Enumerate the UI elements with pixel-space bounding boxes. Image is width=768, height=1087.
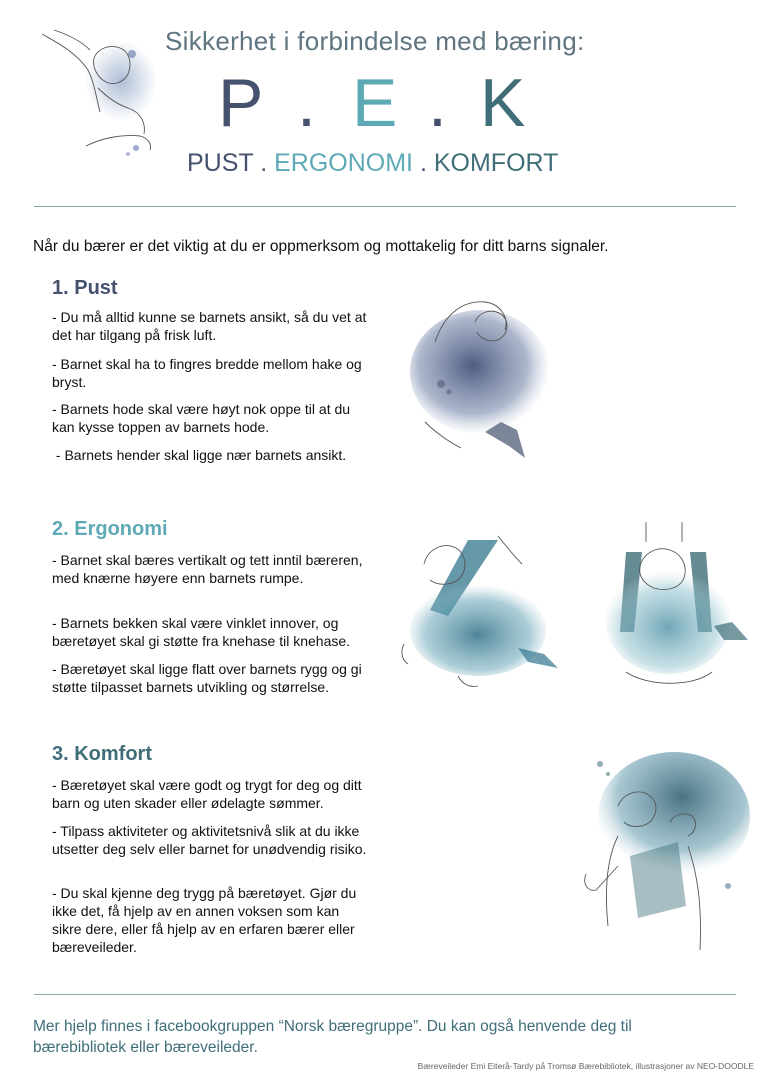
pust-point: - Barnets hender skal ligge nær barnets ansikt.: [52, 447, 347, 463]
ergonomi-point: - Bæretøyet skal ligge flatt over barnets rygg og gi støtte tilpasset barnets utvikling og størrelse.: [52, 661, 362, 695]
section-title-komfort: 3. Komfort: [52, 743, 152, 765]
divider-top: [34, 206, 736, 207]
pust-point: - Barnets hode skal være høyt nok oppe til at du kan kysse toppen av barnets hode.: [52, 401, 351, 435]
pust-point: - Barnet skal ha to fingres bredde mellom hake og bryst.: [52, 356, 362, 390]
acronym-dot: .: [297, 65, 316, 141]
section-title-pust: 1. Pust: [52, 277, 118, 299]
side-carry-wrap-icon: [398, 526, 563, 696]
section-title-ergonomi: 2. Ergonomi: [52, 518, 168, 540]
tagline-komfort: KOMFORT: [433, 149, 559, 177]
tagline-dot: .: [260, 149, 268, 177]
mother-kissing-baby-icon: [36, 26, 156, 176]
tagline-pust: PUST: [187, 149, 254, 177]
ergonomi-point: - Barnets bekken skal være vinklet innover, og bæretøyet skal gi støtte fra knehase til knehase.: [52, 615, 351, 649]
acronym-letter-k: K: [480, 65, 526, 141]
acronym-letter-p: P: [218, 65, 264, 141]
back-view-carrier-icon: [596, 522, 761, 692]
ergonomi-point: - Barnet skal bæres vertikalt og tett inntil bæreren, med knærne høyere enn barnets rumpe.: [52, 552, 363, 586]
carrier-with-umbrella-icon: [578, 746, 750, 956]
tagline-dot: .: [419, 149, 427, 177]
komfort-point: - Du skal kjenne deg trygg på bæretøyet. Gjør du ikke det, få hjelp av en annen voksen som kan sikre dere, eller få hjelp av en erfaren bærer eller bæreveileder.: [52, 885, 357, 955]
front-carry-sling-icon: [405, 282, 555, 472]
divider-bottom: [34, 994, 736, 995]
page-subtitle: Sikkerhet i forbindelse med bæring:: [165, 26, 585, 56]
acronym-dot: .: [428, 65, 447, 141]
tagline-ergonomi: ERGONOMI: [274, 149, 413, 177]
footer-credit: Bæreveileder Emi Eiterå-Tardy på Tromsø Bærebibliotek, illustrasjoner av NEO-DOODLE: [417, 1061, 754, 1071]
acronym-letter-e: E: [352, 65, 398, 141]
tagline: [187, 149, 558, 178]
pust-point: - Du må alltid kunne se barnets ansikt, så du vet at det har tilgang på frisk luft.: [52, 309, 367, 343]
komfort-point: - Tilpass aktiviteter og aktivitetsnivå slik at du ikke utsetter deg selv eller barnet for unødvendig risiko.: [52, 823, 367, 857]
footer-help-text: Mer hjelp finnes i facebookgruppen “Norsk bæregruppe”. Du kan også henvende deg til bærebibliotek eller bæreveileder.: [33, 1018, 632, 1056]
komfort-point: - Bæretøyet skal være godt og trygt for deg og ditt barn og uten skader eller ødelagte sømmer.: [52, 777, 362, 811]
intro-text: Når du bærer er det viktig at du er oppmerksom og mottakelig for ditt barns signaler.: [33, 238, 609, 255]
